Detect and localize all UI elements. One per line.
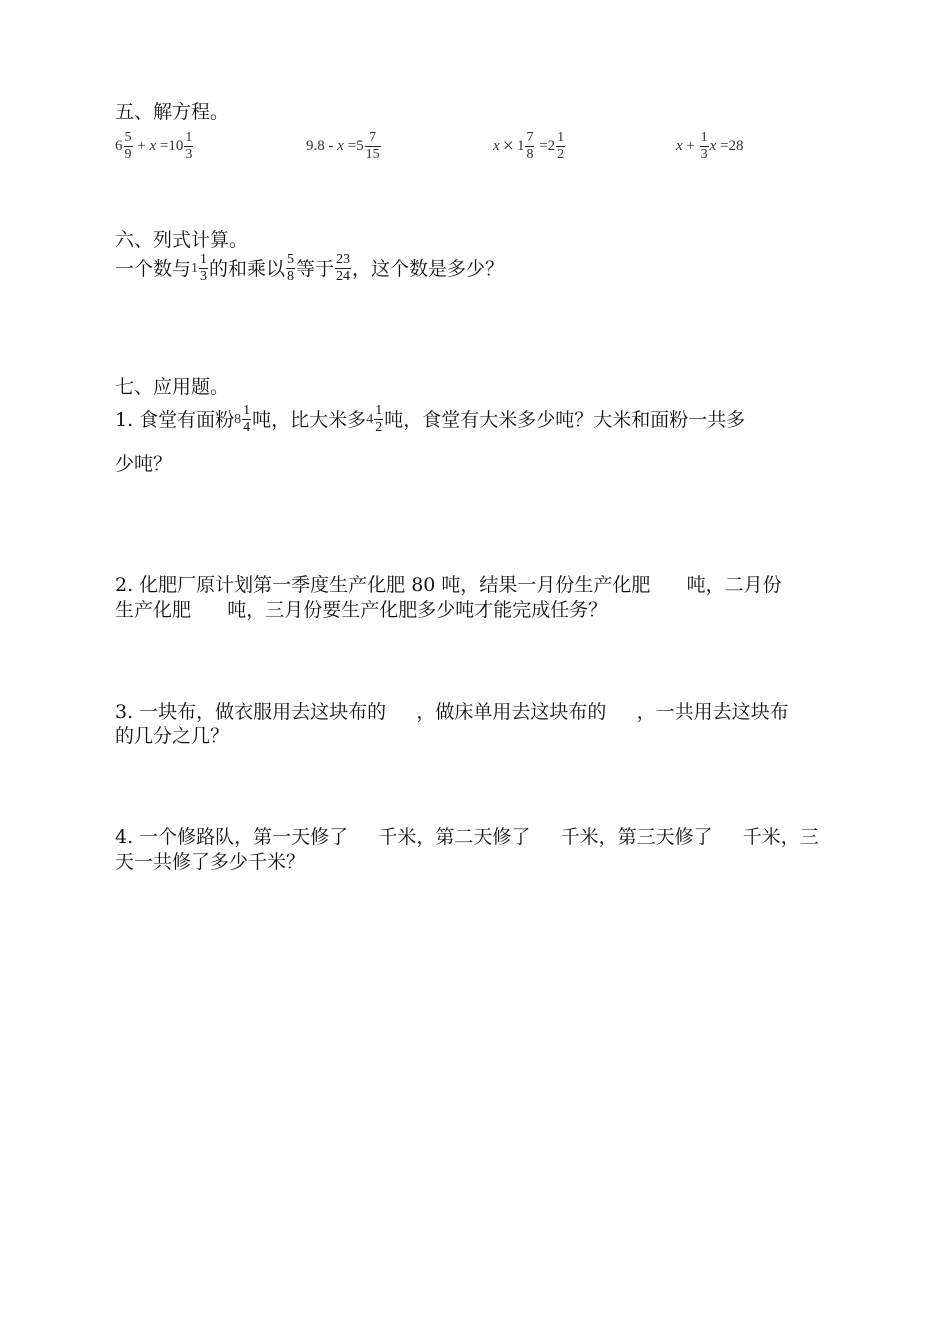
q6-part3: 等于	[296, 257, 335, 280]
eq1-rden: 3	[185, 147, 193, 162]
eq2-eq: =5	[343, 138, 364, 154]
eq1-fraction	[124, 130, 133, 163]
p1-num2: 1	[375, 403, 383, 418]
p1-text-a: 1. 食堂有面粉	[115, 408, 235, 431]
p1-fraction2	[374, 403, 383, 436]
q6-part4: ，这个数是多少？	[352, 257, 505, 280]
p1-text-c: 吨，食堂有大米多少吨？大米和面粉一共多	[384, 408, 746, 431]
eq1-num: 5	[124, 130, 132, 145]
eq4-num: 1	[700, 130, 708, 145]
equation-2	[306, 130, 382, 163]
q6-num2: 5	[287, 252, 295, 267]
equation-4	[676, 130, 744, 163]
eq4-op: +	[682, 138, 699, 154]
problem2-line2: 生产化肥 吨，三月份要生产化肥多少吨才能完成任务？	[115, 599, 608, 621]
eq1-eq: =10	[156, 138, 184, 154]
problem1-line2: 少吨？	[115, 453, 173, 475]
q6-den2: 8	[287, 269, 295, 284]
p1-fraction1	[242, 403, 251, 436]
q6-fraction3	[335, 252, 351, 285]
p1-den2: 2	[375, 420, 383, 435]
problem4-line2: 天一共修了多少千米？	[115, 851, 306, 873]
eq3-rden: 2	[557, 147, 565, 162]
p1-text-b: 吨，比大米多	[252, 408, 367, 431]
eq4-var2: x	[709, 138, 717, 154]
eq3-var: x	[493, 138, 500, 154]
q6-num3: 23	[336, 252, 351, 267]
q6-whole: 1	[191, 260, 199, 276]
eq3-whole: 1	[516, 138, 525, 154]
problem4-line1: 4. 一个修路队，第一天修了 千米，第二天修了 千米，第三天修了 千米，三	[115, 826, 819, 848]
eq1-var: x	[149, 138, 157, 154]
eq3-eq: =2	[535, 138, 556, 154]
section5-title: 五、解方程。	[115, 101, 230, 123]
eq2-rden: 15	[365, 147, 380, 162]
eq3-times: ×	[502, 135, 514, 157]
p1-den1: 4	[243, 420, 251, 435]
problem2-line1: 2. 化肥厂原计划第一季度生产化肥 80 吨，结果一月份生产化肥 吨，二月份	[115, 574, 782, 596]
section6-title: 六、列式计算。	[115, 229, 249, 251]
eq3-result-fraction	[556, 130, 565, 163]
q6-part1: 一个数与	[115, 257, 192, 280]
problem3-line2: 的几分之几？	[115, 725, 230, 747]
eq1-den: 9	[124, 147, 132, 162]
q6-part2: 的和乘以	[209, 257, 286, 280]
equation-3	[493, 130, 566, 163]
p1-num1: 1	[243, 403, 251, 418]
q6-fraction2	[286, 252, 295, 285]
eq1-op: +	[133, 138, 150, 154]
problem1-line1	[115, 403, 745, 436]
problem3-line1: 3. 一块布，做衣服用去这块布的 ，做床单用去这块布的 ，一共用去这块布	[115, 701, 789, 723]
section6-question	[115, 252, 504, 285]
eq3-den: 8	[526, 147, 534, 162]
q6-num1: 1	[200, 252, 208, 267]
eq4-fraction	[700, 130, 709, 163]
eq2-lhs: 9.8 -	[306, 138, 338, 154]
eq1-result-fraction	[184, 130, 193, 163]
eq4-var: x	[676, 138, 683, 154]
q6-den3: 24	[336, 269, 351, 284]
p1-whole1: 8	[234, 411, 242, 427]
section7-title: 七、应用题。	[115, 376, 230, 398]
eq3-num: 7	[526, 130, 534, 145]
eq2-rnum: 7	[369, 130, 377, 145]
eq4-eq: =28	[716, 138, 744, 154]
eq1-rnum: 1	[185, 130, 193, 145]
q6-den1: 3	[200, 269, 208, 284]
eq3-rnum: 1	[557, 130, 565, 145]
p1-whole2: 4	[366, 411, 374, 427]
eq2-result-fraction	[365, 130, 381, 163]
equation-1	[115, 130, 194, 163]
eq2-var: x	[337, 138, 344, 154]
eq3-fraction	[525, 130, 534, 163]
eq1-whole: 6	[115, 138, 123, 154]
eq4-den: 3	[700, 147, 708, 162]
q6-fraction1	[199, 252, 208, 285]
